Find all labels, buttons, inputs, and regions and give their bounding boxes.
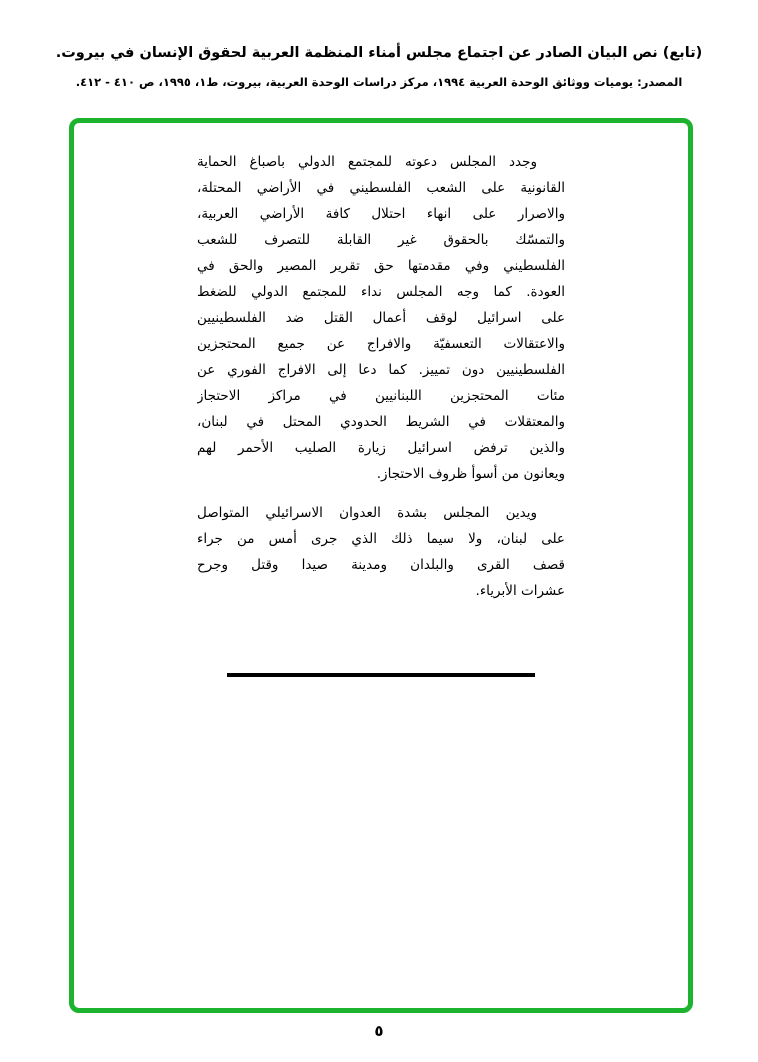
document-box — [69, 118, 693, 1013]
text-line: ويعانون من أسوأ ظروف الاحتجاز. — [376, 466, 565, 482]
source-citation: المصدر: يوميات ووثائق الوحدة العربية ١٩٩٤، مركز دراسات الوحدة العربية، بيروت، ط١، ١٩٩٥، ص ٤١٠ - ٤١٢. — [75, 75, 683, 89]
text-line: على لبنان، ولا سيما ذلك الذي جرى أمس من جراء — [197, 531, 565, 547]
text-line: والاعتقالات التعسفيّة والافراج عن جميع المحتجزين — [197, 336, 565, 352]
section-divider — [227, 673, 535, 677]
text-line: والتمسّك بالحقوق غير القابلة للتصرف للشعب — [197, 232, 565, 248]
text-line: قصف القرى والبلدان ومدينة صيدا وقتل وجرح — [197, 557, 565, 573]
text-line: والذين ترفض اسرائيل زيارة الصليب الأحمر لهم — [197, 440, 565, 456]
page-number: ٥ — [374, 1022, 384, 1040]
document-title: (تابع) نص البيان الصادر عن اجتماع مجلس أمناء المنظمة العربية لحقوق الإنسان في بيروت. — [55, 45, 703, 61]
text-line: وجدد المجلس دعوته للمجتمع الدولي باصباغ الحماية — [197, 154, 537, 170]
text-line: الفلسطيني وفي مقدمتها حق تقرير المصير والحق في — [197, 258, 565, 274]
paragraph-1 — [197, 149, 565, 487]
text-line: العودة. كما وجه المجلس نداء للمجتمع الدولي للضغط — [197, 284, 565, 300]
text-line: القانونية على الشعب الفلسطيني في الأراضي المحتلة، — [197, 180, 565, 196]
text-column — [197, 149, 565, 677]
text-line: والمعتقلات في الشريط الحدودي المحتل في لبنان، — [197, 414, 565, 430]
text-line: والاصرار على انهاء احتلال كافة الأراضي العربية، — [197, 206, 565, 222]
text-line: الفلسطينيين دون تمييز. كما دعا إلى الافراج الفوري عن — [197, 362, 565, 378]
text-line: على اسرائيل لوقف أعمال القتل ضد الفلسطينيين — [197, 310, 565, 326]
paragraph-2 — [197, 500, 565, 604]
text-line: مئات المحتجزين اللبنانيين في مراكز الاحتجاز — [197, 388, 565, 404]
text-line: ويدين المجلس بشدة العدوان الاسرائيلي المتواصل — [197, 505, 537, 521]
text-line: عشرات الأبرياء. — [475, 583, 565, 599]
